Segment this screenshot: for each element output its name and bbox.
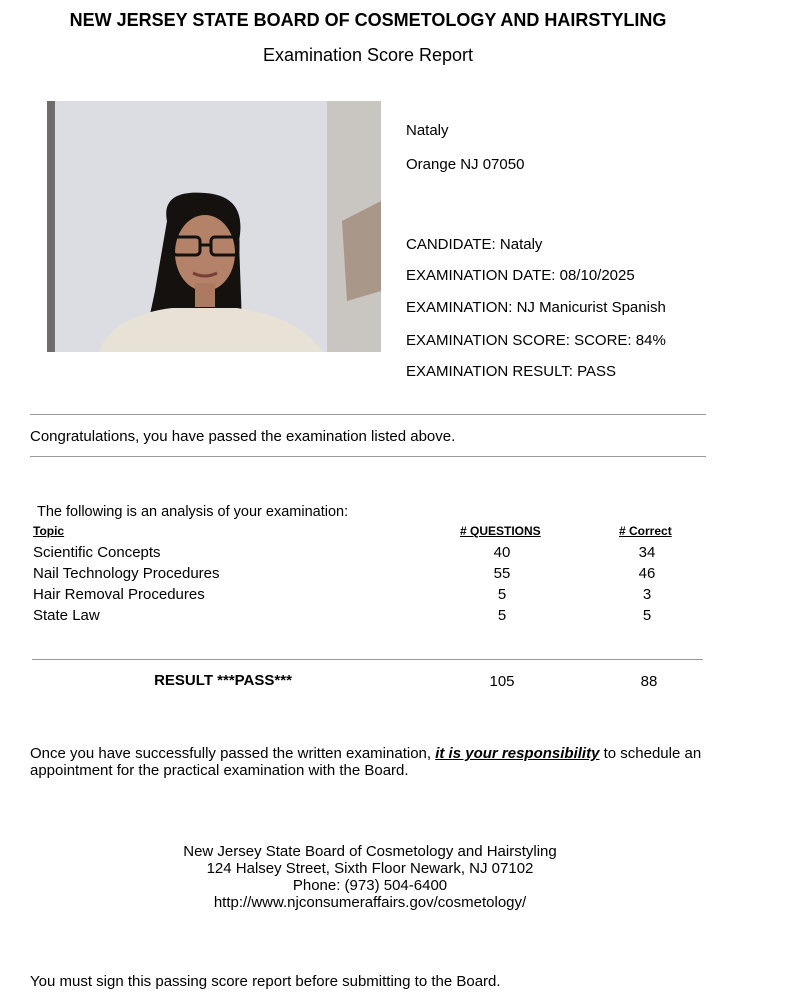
- signature-instruction: You must sign this passing score report before submitting to the Board.: [30, 973, 501, 990]
- result-label: RESULT ***PASS***: [154, 672, 292, 689]
- responsibility-note: [30, 745, 730, 779]
- candidate-city: Orange NJ 07050: [406, 156, 525, 173]
- row-questions: 40: [493, 544, 511, 561]
- candidate-name: Nataly: [406, 122, 449, 139]
- row-topic: Scientific Concepts: [33, 544, 161, 561]
- row-topic: State Law: [33, 607, 100, 624]
- congratulations-text: Congratulations, you have passed the examination listed above.: [30, 428, 456, 445]
- exam-result: EXAMINATION RESULT: PASS: [406, 363, 617, 380]
- address-street: 124 Halsey Street, Sixth Floor Newark, NJ 07102: [206, 860, 534, 877]
- total-questions: 105: [489, 673, 515, 690]
- row-questions: 55: [493, 565, 511, 582]
- row-topic: Nail Technology Procedures: [33, 565, 220, 582]
- row-topic: Hair Removal Procedures: [33, 586, 205, 603]
- divider: [30, 414, 706, 415]
- board-address: [0, 843, 740, 911]
- row-questions: 5: [497, 607, 507, 624]
- report-title: NEW JERSEY STATE BOARD OF COSMETOLOGY AND HAIRSTYLING: [69, 10, 667, 30]
- analysis-intro: The following is an analysis of your examination:: [37, 504, 349, 520]
- note-text: to schedule an appointment for the practical examination with the Board.: [30, 745, 702, 779]
- note-emphasis: it is your responsibility: [435, 745, 600, 762]
- candidate-photo: [47, 101, 381, 352]
- address-org: New Jersey State Board of Cosmetology and Hairstyling: [183, 843, 557, 860]
- exam-date: EXAMINATION DATE: 08/10/2025: [406, 267, 635, 284]
- note-text: Once you have successfully passed the written examination,: [30, 745, 436, 762]
- exam-score: EXAMINATION SCORE: SCORE: 84%: [406, 332, 666, 349]
- divider: [32, 659, 703, 660]
- report-subtitle: Examination Score Report: [262, 45, 474, 65]
- total-correct: 88: [640, 673, 658, 690]
- header-questions: # QUESTIONS: [460, 524, 541, 538]
- address-url: http://www.njconsumeraffairs.gov/cosmetology/: [213, 894, 527, 911]
- candidate-photo-image: [47, 101, 381, 352]
- divider: [30, 456, 706, 457]
- exam-name: EXAMINATION: NJ Manicurist Spanish: [406, 299, 666, 316]
- row-correct: 46: [638, 565, 656, 582]
- header-correct: # Correct: [619, 524, 672, 538]
- header-topic: Topic: [33, 524, 65, 538]
- row-correct: 34: [638, 544, 656, 561]
- candidate-line: CANDIDATE: Nataly: [406, 236, 543, 253]
- address-phone: Phone: (973) 504-6400: [292, 877, 448, 894]
- row-correct: 3: [642, 586, 652, 603]
- row-questions: 5: [497, 586, 507, 603]
- row-correct: 5: [642, 607, 652, 624]
